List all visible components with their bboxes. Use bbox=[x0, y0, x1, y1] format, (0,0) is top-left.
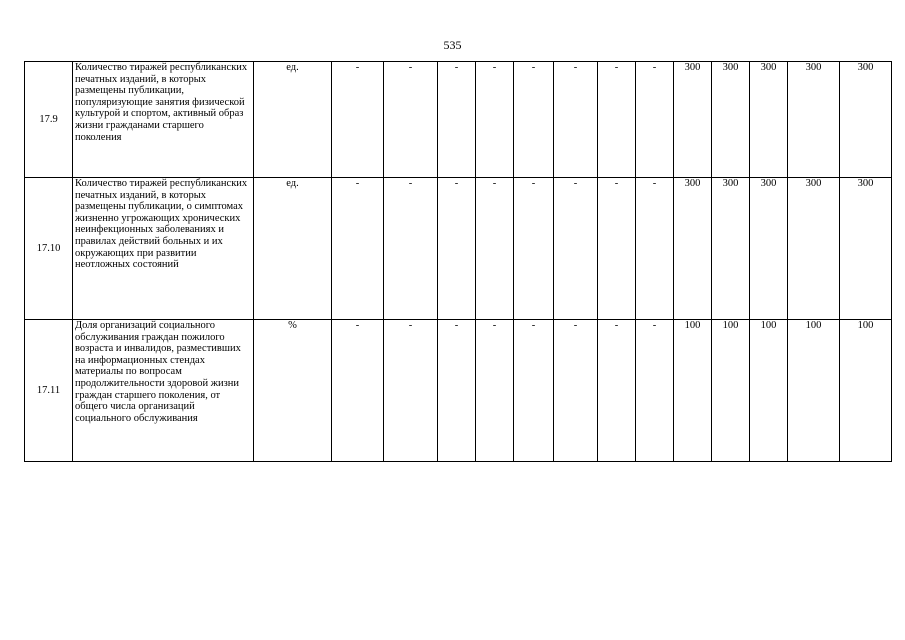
row-number: 17.9 bbox=[25, 62, 73, 178]
value-cell: - bbox=[514, 62, 554, 178]
value-cell: 300 bbox=[674, 178, 712, 320]
value-cell: 300 bbox=[840, 178, 892, 320]
value-cell: - bbox=[332, 62, 384, 178]
value-cell: 300 bbox=[788, 62, 840, 178]
value-cell: - bbox=[438, 62, 476, 178]
value-cell: 100 bbox=[840, 320, 892, 462]
row-description: Доля организаций социального обслуживания граждан пожилого возраста и инвалидов, разместивших на информационных стендах материалы по вопросам продолжительности здоровой жизни граждан старшего поколения, от общего числа организаций социального обслуживания bbox=[73, 320, 254, 462]
value-cell: - bbox=[554, 178, 598, 320]
value-cell: 100 bbox=[712, 320, 750, 462]
value-cell: - bbox=[554, 62, 598, 178]
table-row bbox=[25, 320, 892, 462]
row-description: Количество тиражей республиканских печатных изданий, в которых размещены публикации, о симптомах жизненно угрожающих хронических неинфекционных заболеваниях и правилах действий больных и их окружающих при развитии неотложных состояний bbox=[73, 178, 254, 320]
value-cell: - bbox=[384, 62, 438, 178]
value-cell: - bbox=[598, 62, 636, 178]
value-cell: - bbox=[636, 320, 674, 462]
value-cell: 300 bbox=[750, 178, 788, 320]
row-number: 17.10 bbox=[25, 178, 73, 320]
value-cell: 300 bbox=[674, 62, 712, 178]
row-unit: ед. bbox=[254, 62, 332, 178]
page-number: 535 bbox=[443, 38, 462, 52]
value-cell: - bbox=[598, 320, 636, 462]
table-row bbox=[25, 178, 892, 320]
value-cell: 100 bbox=[788, 320, 840, 462]
value-cell: - bbox=[636, 178, 674, 320]
indicators-table bbox=[24, 61, 892, 462]
value-cell: - bbox=[636, 62, 674, 178]
value-cell: - bbox=[384, 178, 438, 320]
value-cell: - bbox=[332, 178, 384, 320]
value-cell: 300 bbox=[712, 178, 750, 320]
value-cell: - bbox=[438, 178, 476, 320]
value-cell: - bbox=[514, 320, 554, 462]
value-cell: - bbox=[384, 320, 438, 462]
value-cell: - bbox=[514, 178, 554, 320]
value-cell: - bbox=[598, 178, 636, 320]
value-cell: 100 bbox=[750, 320, 788, 462]
row-description: Количество тиражей республиканских печатных изданий, в которых размещены публикации, популяризующие занятия физической культурой и спортом, активный образ жизни гражданами старшего поколения bbox=[73, 62, 254, 178]
value-cell: - bbox=[332, 320, 384, 462]
value-cell: - bbox=[476, 178, 514, 320]
row-number: 17.11 bbox=[25, 320, 73, 462]
value-cell: 300 bbox=[750, 62, 788, 178]
value-cell: 300 bbox=[840, 62, 892, 178]
value-cell: - bbox=[476, 62, 514, 178]
value-cell: - bbox=[554, 320, 598, 462]
table-row bbox=[25, 62, 892, 178]
row-unit: ед. bbox=[254, 178, 332, 320]
value-cell: - bbox=[476, 320, 514, 462]
value-cell: 100 bbox=[674, 320, 712, 462]
row-unit: % bbox=[254, 320, 332, 462]
value-cell: - bbox=[438, 320, 476, 462]
value-cell: 300 bbox=[788, 178, 840, 320]
value-cell: 300 bbox=[712, 62, 750, 178]
